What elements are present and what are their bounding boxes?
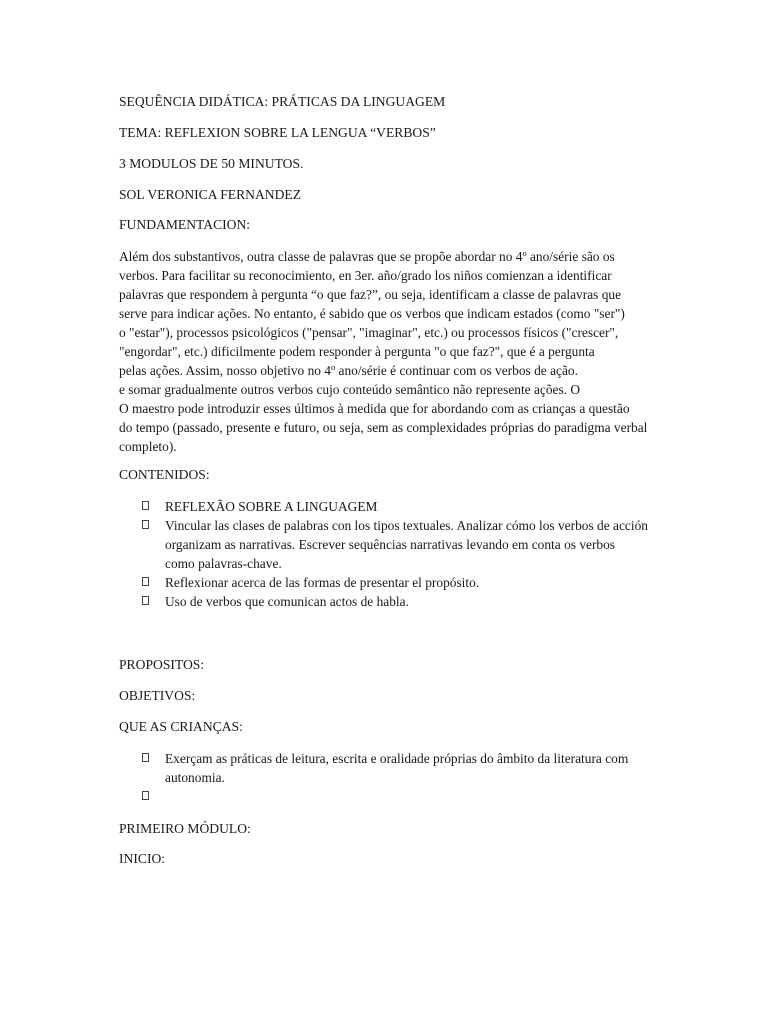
paragraph-line: o "estar"), processos psicológicos ("pensar", "imaginar", etc.) ou processos físicos ("crescer", [119, 325, 619, 340]
criancas-list [142, 749, 702, 806]
list-item: Vincular las clases de palabras con los tipos textuales. Analizar cómo los verbos de acción organizam as narrativas. Escrever sequências narrativas levando em conta os verbos como palavras-chave. [142, 516, 702, 573]
paragraph-line: e somar gradualmente outros verbos cujo conteúdo semântico não represente ações. O [119, 382, 581, 397]
paragraph-line: verbos. Para facilitar su reconocimiento, en 3er. año/grado los niños comienzan a identificar [119, 268, 612, 283]
contenidos-list [142, 497, 702, 611]
paragraph-line: do tempo (passado, presente e futuro, ou seja, sem as complexidades próprias do paradigma verbal [119, 420, 648, 435]
propositos-heading: PROPOSITOS: [119, 657, 205, 672]
list-item: Reflexionar acerca de las formas de presentar el propósito. [142, 573, 702, 592]
paragraph-line: completo). [119, 439, 177, 454]
list-item [142, 787, 702, 806]
author-line: SOL VERONICA FERNANDEZ [119, 187, 302, 202]
bullet-box-icon [142, 577, 149, 586]
tema-line: TEMA: REFLEXION SOBRE LA LENGUA “VERBOS” [119, 125, 436, 140]
bullet-box-icon [142, 520, 149, 529]
objetivos-heading: OBJETIVOS: [119, 688, 196, 703]
fundamentacion-heading: FUNDAMENTACION: [119, 217, 251, 232]
list-item: Exerçam as práticas de leitura, escrita e oralidade próprias do âmbito da literatura com autonomia. [142, 749, 702, 787]
bullet-box-icon [142, 501, 149, 510]
primeiro-modulo-heading: PRIMEIRO MÓDULO: [119, 821, 251, 836]
contenidos-heading: CONTENIDOS: [119, 467, 210, 482]
fundamentacion-paragraph [119, 247, 679, 456]
list-item: REFLEXÃO SOBRE A LINGUAGEM [142, 497, 702, 516]
paragraph-line: Além dos substantivos, outra classe de palavras que se propõe abordar no 4º ano/série são os [119, 249, 615, 264]
inicio-heading: INICIO: [119, 851, 166, 866]
bullet-box-icon [142, 753, 149, 762]
modulos-line: 3 MODULOS DE 50 MINUTOS. [119, 156, 304, 171]
bullet-box-icon [142, 791, 149, 800]
document-title: SEQUÊNCIA DIDÁTICA: PRÁTICAS DA LINGUAGEM [119, 94, 446, 109]
paragraph-line: pelas ações. Assim, nosso objetivo no 4º ano/série é continuar com os verbos de ação. [119, 363, 578, 378]
bullet-box-icon [142, 596, 149, 605]
paragraph-line: "engordar", etc.) dificilmente podem responder à pergunta "o que faz?", que é a pergunta [119, 344, 595, 359]
paragraph-line: palavras que respondem à pergunta “o que faz?”, ou seja, identificam a classe de palavras que [119, 287, 622, 302]
paragraph-line: serve para indicar ações. No entanto, é sabido que os verbos que indicam estados (como "ser") [119, 306, 625, 321]
list-item: Uso de verbos que comunican actos de habla. [142, 592, 702, 611]
paragraph-line: O maestro pode introduzir esses últimos à medida que for abordando com as crianças a questão [119, 401, 630, 416]
que-as-criancas-heading: QUE AS CRIANÇAS: [119, 719, 243, 734]
